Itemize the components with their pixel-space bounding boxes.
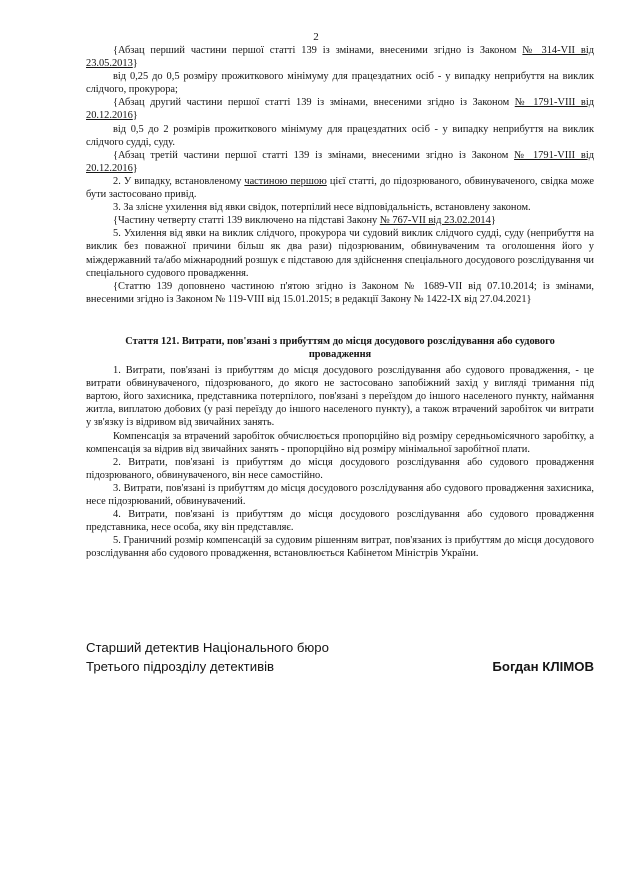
signer-position-line2: Третього підрозділу детективів xyxy=(86,659,275,674)
paragraph xyxy=(86,149,594,175)
underlined-reference: № 1791-VIII від 20.12.2016 xyxy=(86,97,594,122)
article-heading xyxy=(86,335,594,361)
page-number: 2 xyxy=(313,31,319,43)
paragraph-text: Компенсація за втрачений заробіток обчислюється пропорційно від розміру середньомісячного заробітку, а компенсація за відрив від звичайних занять - пропорційно від розміру мінімальної заробітної плати. xyxy=(86,430,594,455)
underlined-reference: № 1791-VIII від 20.12.2016 xyxy=(86,149,594,174)
paragraph-text: від 0,5 до 2 розмірів прожиткового мінімуму для працездатних осіб - у випадку неприбуття на виклик слідчого судді, суду. xyxy=(86,123,594,148)
paragraph-text: 5. Ухилення від явки на виклик слідчого, прокурора чи судовий виклик слідчого судді, суду (неприбуття на виклик без поважної причини більш як два рази) підозрюваним, обвинуваченим та оголошення його у міждержавний та/або міжнародний розшук є підставою для здійснення спеціального досудового розслідування чи спеціального судового провадження. xyxy=(86,228,594,279)
paragraph-text: } xyxy=(132,110,138,122)
paragraph-text: {Частину четверту статті 139 виключено на підставі Закону xyxy=(113,215,380,227)
underlined-reference: № 767-VII від 23.02.2014 xyxy=(379,215,491,227)
paragraph xyxy=(86,214,594,227)
paragraph xyxy=(86,175,594,201)
paragraph-text: {Абзац перший частини першої статті 139 із змінами, внесеними згідно із Законом xyxy=(113,45,523,56)
paragraph xyxy=(86,280,594,306)
paragraph xyxy=(86,534,594,560)
paragraph-text: Стаття 121. Витрати, пов'язані з прибуттям до місця досудового розслідування або судового провадження xyxy=(125,335,555,360)
document-body xyxy=(86,44,594,560)
paragraph-text: 5. Граничний розмір компенсацій за судовим рішенням витрат, пов'язаних із прибуттям до місця досудового розслідування або судового провадження, встановлюється Кабінетом Міністрів України. xyxy=(86,535,594,560)
paragraph-text: } xyxy=(132,162,138,174)
paragraph-text: 1. Витрати, пов'язані із прибуттям до місця досудового розслідування або судового провадження, - це витрати обвинуваченого, підозрюваного, до якого не застосовано запобіжний захід у вигляді тримання під вартою, його захисника, представника потерпілого, пов'язані з переїздом до іншого населеного пункту, наймання житла, виплатою добових (у разі переїзду до іншого населеного пункту), а також втрачений заробіток чи витрати у зв'язку із відривом від звичайних занять. xyxy=(86,365,594,429)
signature-block xyxy=(86,638,594,676)
paragraph xyxy=(86,430,594,456)
paragraph-text: } xyxy=(132,58,138,70)
paragraph-text: 2. Витрати, пов'язані із прибуттям до місця досудового розслідування або судового провадження підозрюваного, обвинуваченого, він несе самостійно. xyxy=(86,456,594,481)
signer-name: Богдан КЛІМОВ xyxy=(492,659,594,674)
paragraph-text: 3. Витрати, пов'язані із прибуттям до місця досудового розслідування або судового провадження захисника, несе підозрюваний, обвинувачений. xyxy=(86,482,594,507)
underlined-reference: частиною першою xyxy=(244,175,327,187)
paragraph xyxy=(86,123,594,149)
paragraph-text: 2. У випадку, встановленому xyxy=(113,175,245,187)
paragraph xyxy=(86,227,594,279)
paragraph xyxy=(86,44,594,70)
signer-position-line1: Старший детектив Національного бюро xyxy=(86,640,329,655)
paragraph xyxy=(86,508,594,534)
paragraph xyxy=(86,456,594,482)
paragraph-text: {Абзац третій частини першої статті 139 із змінами, внесеними згідно із Законом xyxy=(113,149,515,161)
paragraph-text: 4. Витрати, пов'язані із прибуттям до місця досудового розслідування або судового провадження представника, несе особа, яку він представляє. xyxy=(86,509,594,534)
paragraph-text: 3. За злісне ухилення від явки свідок, потерпілий несе відповідальність, встановлену законом. xyxy=(113,202,531,214)
paragraph-text: } xyxy=(490,215,496,227)
paragraph-text: {Абзац другий частини першої статті 139 із змінами, внесеними згідно із Законом xyxy=(113,97,515,109)
underlined-reference: № 314-VII від 23.05.2013 xyxy=(86,45,594,70)
paragraph-text: {Статтю 139 доповнено частиною п'ятою згідно із Законом № 1689-VII від 07.10.2014; із змінами, внесеними згідно із Законом № 119-VIII від 15.01.2015; в редакції Закону № 1422-IX від 27.04.2021} xyxy=(86,280,594,305)
paragraph xyxy=(86,70,594,96)
paragraph xyxy=(86,364,594,429)
paragraph xyxy=(86,96,594,122)
paragraph-text: від 0,25 до 0,5 розміру прожиткового мінімуму для працездатних осіб - у випадку неприбуття на виклик слідчого, прокурора; xyxy=(86,71,594,96)
paragraph-text: цієї статті, до підозрюваного, обвинуваченого, свідка може бути застосовано привід. xyxy=(86,175,594,201)
paragraph xyxy=(86,201,594,214)
paragraph xyxy=(86,482,594,508)
